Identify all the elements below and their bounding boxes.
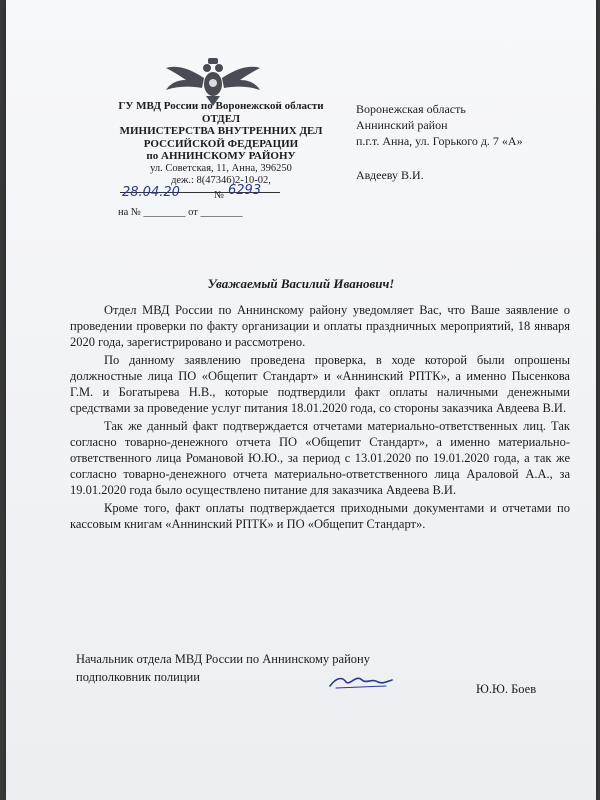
recipient-district: Аннинский район [356,118,448,132]
header-line-mvd: МИНИСТЕРСТВА ВНУТРЕННИХ ДЕЛ [119,125,323,137]
paragraph-1: Отдел МВД России по Аннинскому району уведомляет Вас, что Ваше заявление о проведении проверки по факту организации и оплаты праздничных мероприятий, 18 января 2020 года, зарегистрировано и рассмотрено. [70,303,570,349]
header-line-ministry: ГУ МВД России по Воронежской области [118,100,324,112]
sender-header [82,100,360,188]
handwritten-number: 6293 [228,183,262,198]
greeting: Уважаемый Василий Иванович! [207,276,395,291]
registration-line [120,183,280,201]
signatory-rank: подполковник полиции [76,670,200,684]
handwritten-signature [326,670,396,692]
header-address: ул. Советская, 11, Анна, 396250 [150,162,292,174]
signatory-position: Начальник отдела МВД России по Аннинскому району [76,652,370,666]
header-line-rf: РОССИЙСКОЙ ФЕДЕРАЦИИ [143,137,299,150]
header-phone: деж.: 8(47346)2-10-02, [171,175,271,186]
number-label: № [214,190,225,201]
paragraph-4: Кроме того, факт оплаты подтверждается приходными документами и отчетами по кассовым книгам «Аннинский РПТК» и ПО «Общепит Стандарт». [70,501,570,531]
recipient-region: Воронежская область [356,102,466,116]
recipient-street: п.г.т. Анна, ул. Горького д. 7 «А» [356,134,523,148]
recipient-name: Авдееву В.И. [356,168,424,182]
paragraph-2: По данному заявлению проведена проверка, в ходе которой были опрошены должностные лица ПО «Общепит Стандарт» и «Аннинский РПТК», а именно Пысенкова Г.М. и Богатырева Н.В., которые подтвердили факт оплаты наличными денежными средствами за проведение услуг питания 18.01.2020 года, со стороны заказчика Авдеева В.И. [70,353,570,415]
handwritten-date: 28.04.20 [122,185,180,200]
signatory-name: Ю.Ю. Боев [476,682,537,696]
reference-line: на № ________ от ________ [118,207,243,218]
header-line-department: ОТДЕЛ [201,112,241,125]
header-line-district: по АННИНСКОМУ РАЙОНУ [146,150,296,162]
letter-page [6,0,596,800]
letter-body [70,302,570,534]
paragraph-3: Так же данный факт подтверждается отчетами материально-ответственных лиц. Так согласно товарно-денежного отчета ПО «Общепит Стандарт», а именно материально-ответственного лица Романовой Ю.Ю., за период с 13.01.2020 по 19.01.2020 года, а так же согласно товарно-денежного отчета материально-ответственного лица Араловой А.А., за 19.01.2020 года было осуществлено питание для заказчика Авдеева В.И. [70,419,570,497]
